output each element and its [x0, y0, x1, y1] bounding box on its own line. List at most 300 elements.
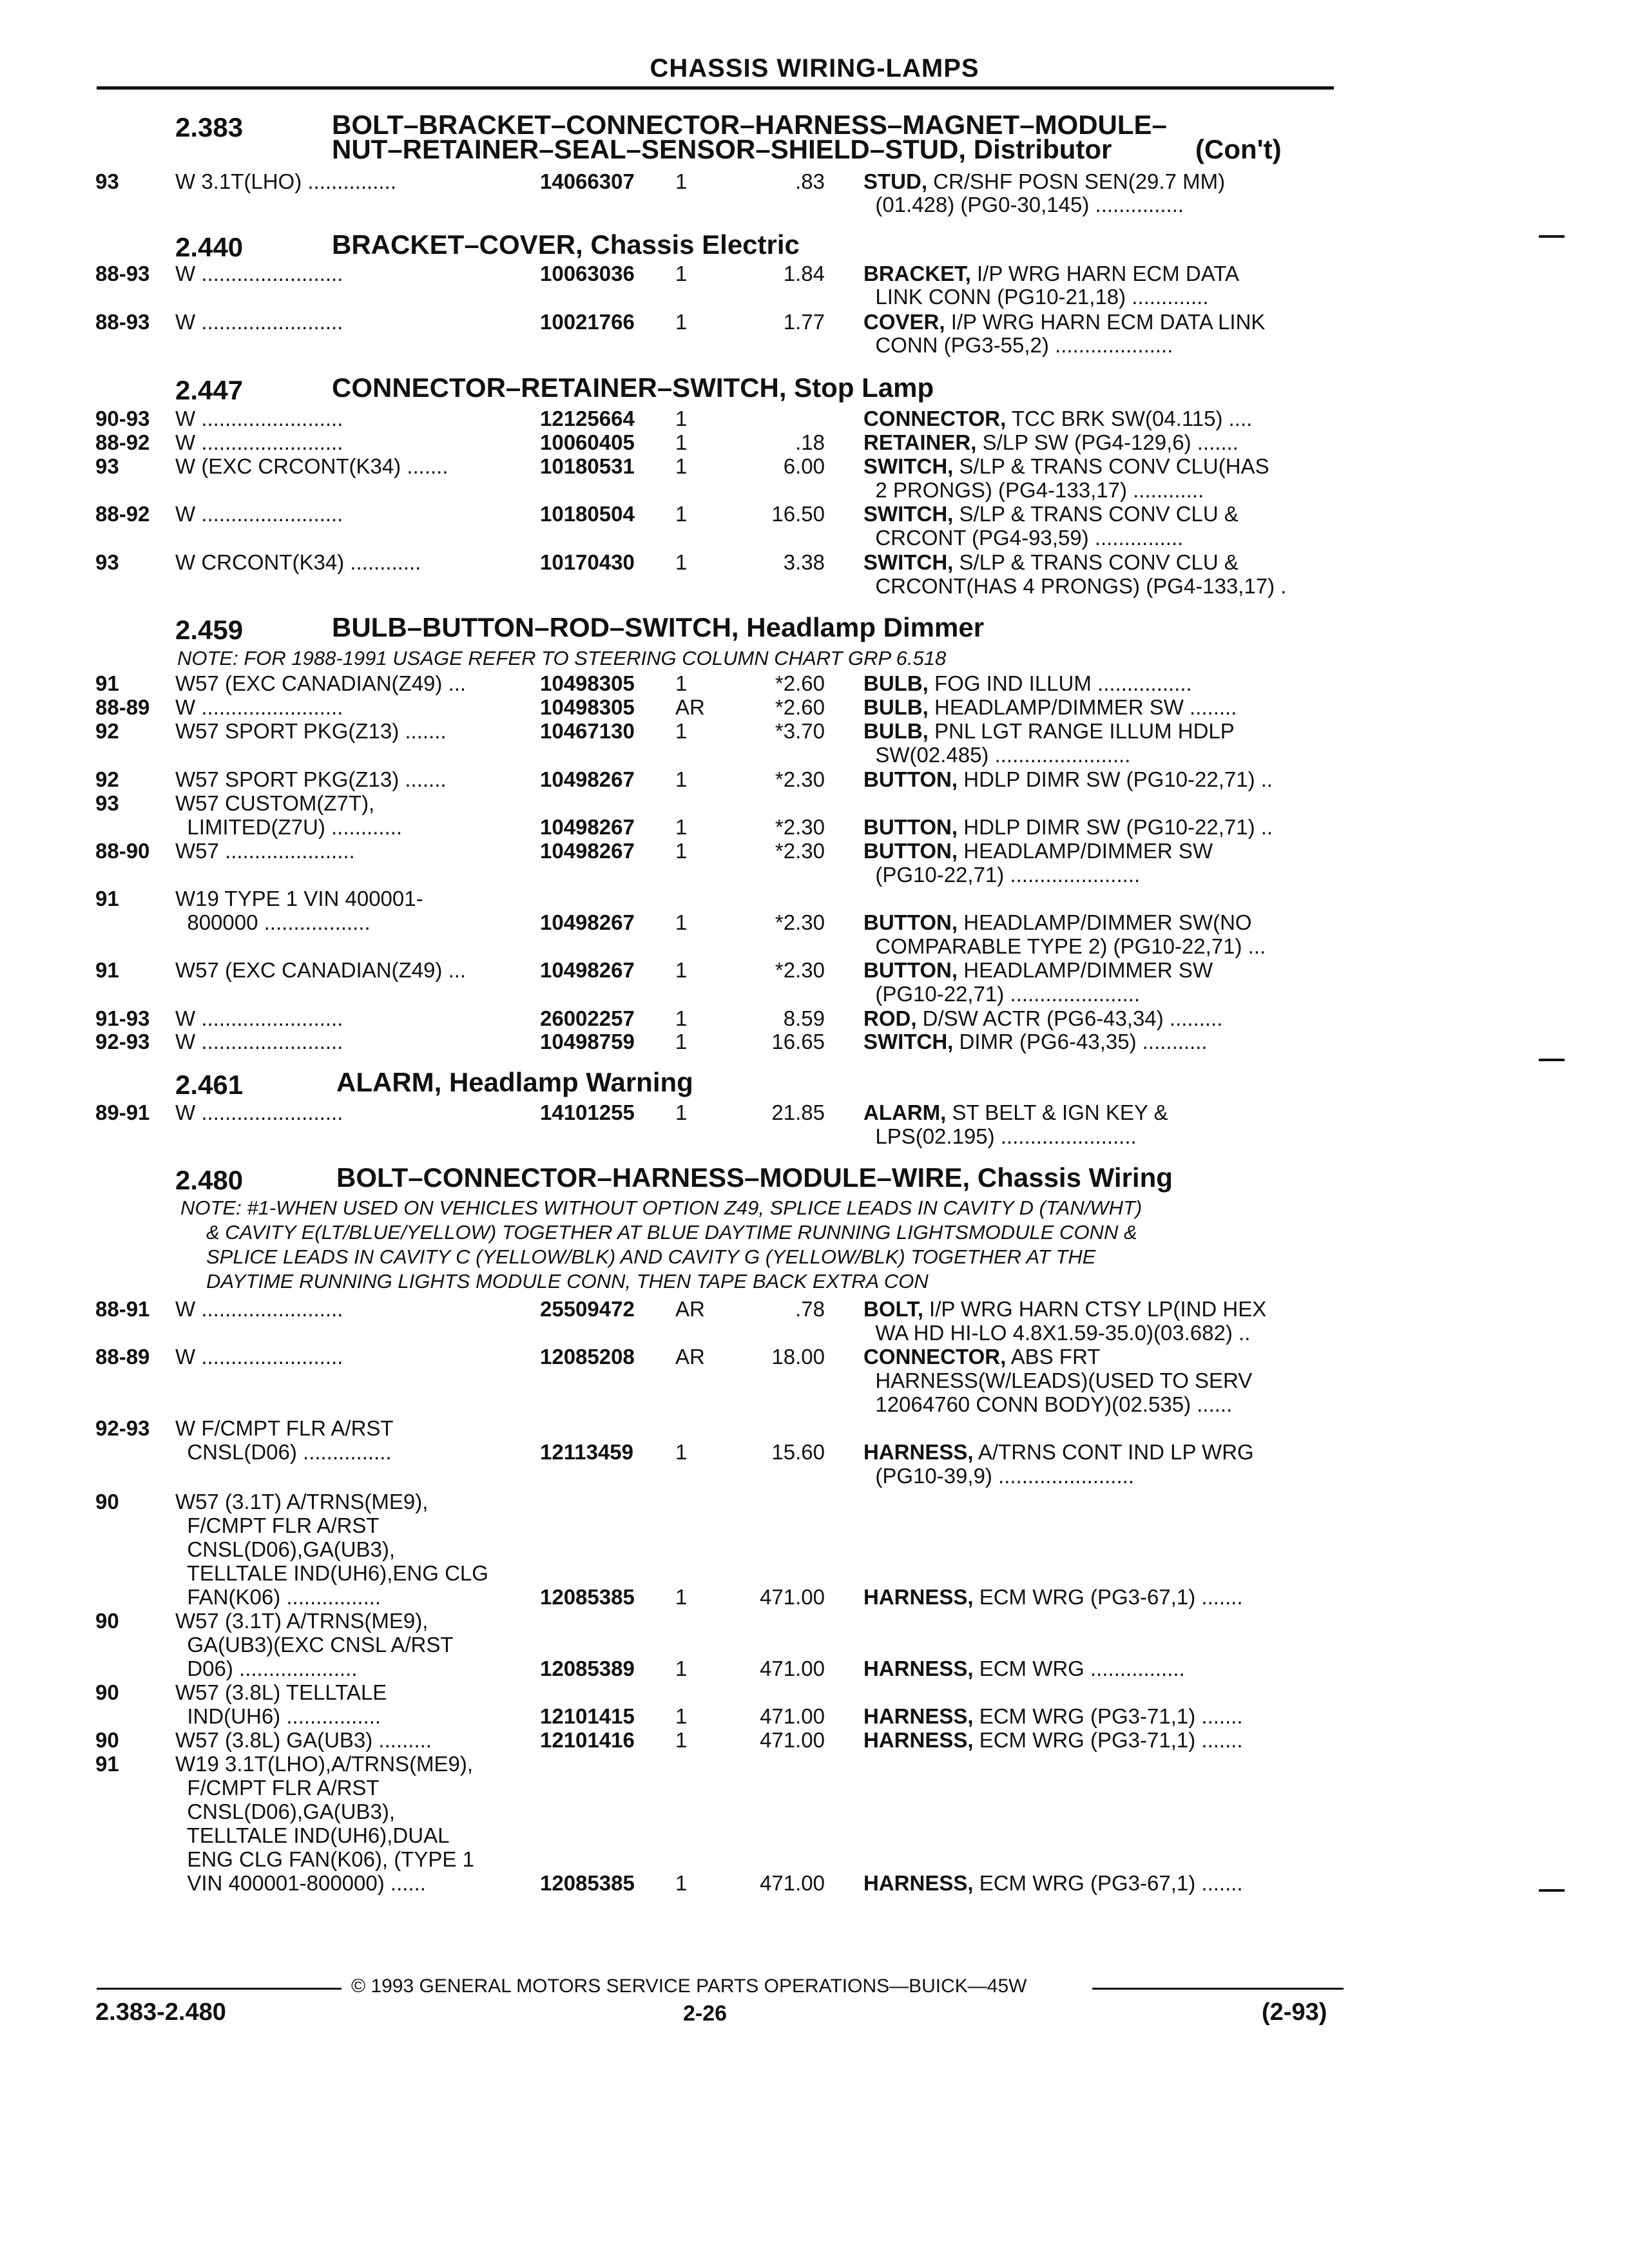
- margin-mark: [1539, 1059, 1565, 1061]
- section-title: ALARM, Headlamp Warning: [336, 1067, 693, 1097]
- usage: W ........................: [175, 695, 343, 719]
- part-line: [0, 814, 1629, 840]
- section-number: 2.461: [175, 1070, 244, 1100]
- part-number: 10498305: [540, 695, 635, 719]
- footer-rule-left: [97, 1988, 342, 1990]
- part-detail: DIMR (PG6-43,35) ...........: [953, 1030, 1208, 1053]
- quantity: 1: [675, 407, 688, 430]
- part-line: [0, 1727, 1629, 1753]
- price: *2.30: [775, 839, 825, 863]
- part-detail: HEADLAMP/DIMMER SW: [958, 958, 1213, 982]
- quantity: 1: [675, 910, 688, 934]
- part-name: HARNESS,: [863, 1871, 974, 1895]
- part-line: [0, 1823, 1629, 1849]
- part-name: ROD,: [863, 1006, 917, 1030]
- quantity: 1: [675, 767, 688, 791]
- part-line: [0, 791, 1629, 816]
- model-years: 88-89: [95, 695, 150, 719]
- part-name: CONNECTOR,: [863, 1345, 1007, 1369]
- part-detail: HDLP DIMR SW (PG10-22,71) ..: [958, 767, 1273, 791]
- part-number: 12085208: [540, 1345, 635, 1369]
- part-name: HARNESS,: [863, 1728, 974, 1752]
- part-detail: (PG10-22,71) ......................: [863, 982, 1141, 1006]
- part-detail: HEADLAMP/DIMMER SW: [958, 839, 1213, 863]
- model-years: 88-90: [95, 839, 150, 863]
- description: [863, 430, 1239, 456]
- part-line: [0, 1392, 1629, 1418]
- part-line: [0, 1656, 1629, 1682]
- price: 1.77: [783, 310, 825, 334]
- footer-page-number: 2-26: [683, 2001, 728, 2026]
- price: 16.65: [771, 1030, 825, 1053]
- section-number: 2.440: [175, 232, 244, 262]
- part-detail: D/SW ACTR (PG6-43,34) .........: [916, 1006, 1223, 1030]
- price: 3.38: [783, 550, 825, 574]
- part-detail: ECM WRG (PG3-71,1) .......: [973, 1728, 1243, 1752]
- price: 471.00: [760, 1585, 825, 1609]
- model-years: 91: [95, 958, 119, 982]
- section-note-line: NOTE: #1-WHEN USED ON VEHICLES WITHOUT OPTION Z49, SPLICE LEADS IN CAVITY D (TAN/WHT): [180, 1196, 1142, 1219]
- model-years: 92-93: [95, 1416, 150, 1440]
- footer-range: 2.383-2.480: [95, 1999, 226, 2026]
- usage: W57 CUSTOM(Z7T),: [175, 791, 375, 815]
- price: *2.30: [775, 767, 825, 791]
- part-name: RETAINER,: [863, 430, 977, 454]
- price: 471.00: [760, 1728, 825, 1752]
- usage: W ........................: [175, 1030, 343, 1053]
- part-detail: HARNESS(W/LEADS)(USED TO SERV: [863, 1369, 1253, 1392]
- price: 21.85: [771, 1100, 825, 1124]
- part-number: 10498267: [540, 815, 635, 839]
- description: [863, 550, 1239, 575]
- part-line: [0, 525, 1629, 551]
- part-line: [0, 1561, 1629, 1586]
- quantity: 1: [675, 839, 688, 863]
- part-line: [0, 309, 1629, 335]
- part-number: 10063036: [540, 262, 635, 285]
- description: [863, 862, 1140, 888]
- description: [863, 1439, 1254, 1465]
- section-number: 2.383: [175, 112, 244, 142]
- part-name: BUTTON,: [863, 815, 958, 839]
- usage: W57 (3.8L) TELLTALE: [175, 1680, 387, 1704]
- part-detail: HEADLAMP/DIMMER SW ........: [928, 695, 1237, 719]
- usage: W57 (3.1T) A/TRNS(ME9),: [175, 1490, 429, 1514]
- part-detail: SW(02.485) .......................: [863, 743, 1131, 767]
- part-detail: CRCONT(HAS 4 PRONGS) (PG4-133,17) .: [863, 574, 1287, 598]
- description: [863, 169, 1225, 195]
- usage: W57 (3.1T) A/TRNS(ME9),: [175, 1609, 429, 1633]
- part-line: [0, 1799, 1629, 1825]
- part-detail: 2 PRONGS) (PG4-133,17) ............: [863, 478, 1204, 502]
- part-line: [0, 1368, 1629, 1394]
- usage: LIMITED(Z7U) ............: [175, 815, 403, 839]
- price: 6.00: [783, 454, 825, 478]
- description: [863, 477, 1204, 503]
- part-name: SWITCH,: [863, 454, 954, 478]
- part-detail: COMPARABLE TYPE 2) (PG10-22,71) ...: [863, 934, 1266, 958]
- part-number: 14066307: [540, 169, 635, 193]
- model-years: 92-93: [95, 1030, 150, 1053]
- part-detail: I/P WRG HARN ECM DATA LINK: [945, 310, 1266, 334]
- part-line: [0, 1320, 1629, 1346]
- part-detail: ABS FRT: [1006, 1345, 1101, 1369]
- usage: W ........................: [175, 407, 343, 430]
- price: 18.00: [771, 1345, 825, 1369]
- price: .78: [795, 1297, 825, 1321]
- section-number: 2.447: [175, 375, 244, 405]
- part-detail: 12064760 CONN BODY)(02.535) ......: [863, 1392, 1233, 1416]
- usage: ENG CLG FAN(K06), (TYPE 1: [175, 1847, 474, 1871]
- section-title: BOLT–BRACKET–CONNECTOR–HARNESS–MAGNET–MODULE–: [332, 110, 1167, 140]
- part-line: [0, 284, 1629, 310]
- usage: W (EXC CRCONT(K34) .......: [175, 454, 448, 478]
- part-line: [0, 1513, 1629, 1539]
- description: [863, 910, 1252, 936]
- description: [863, 573, 1286, 599]
- description: [863, 957, 1213, 983]
- model-years: 88-93: [95, 310, 150, 334]
- usage: W ........................: [175, 430, 343, 454]
- usage: TELLTALE IND(UH6),DUAL: [175, 1823, 450, 1847]
- part-number: 10060405: [540, 430, 635, 454]
- part-number: 25509472: [540, 1297, 635, 1321]
- model-years: 92: [95, 719, 119, 743]
- part-name: BRACKET,: [863, 262, 971, 285]
- description: [863, 1463, 1134, 1489]
- part-detail: CR/SHF POSN SEN(29.7 MM): [927, 169, 1226, 193]
- quantity: 1: [675, 550, 688, 574]
- part-line: [0, 550, 1629, 575]
- description: [863, 1368, 1252, 1394]
- part-line: [0, 1296, 1629, 1322]
- model-years: 88-92: [95, 502, 150, 526]
- description: [863, 1704, 1243, 1729]
- description: [863, 1124, 1137, 1149]
- part-name: SWITCH,: [863, 502, 954, 526]
- description: [863, 1656, 1185, 1682]
- description: [863, 1320, 1250, 1346]
- section-number: 2.459: [175, 615, 244, 645]
- usage: W ........................: [175, 502, 343, 526]
- margin-mark: [1539, 235, 1565, 238]
- part-detail: (01.428) (PG0-30,145) ...............: [863, 193, 1184, 216]
- part-detail: I/P WRG HARN CTSY LP(IND HEX: [923, 1297, 1267, 1321]
- price: 16.50: [771, 502, 825, 526]
- usage: W ........................: [175, 1100, 343, 1124]
- part-detail: ECM WRG (PG3-67,1) .......: [973, 1871, 1243, 1895]
- part-detail: (PG10-22,71) ......................: [863, 863, 1141, 887]
- part-line: [0, 1870, 1629, 1896]
- part-line: [0, 934, 1629, 959]
- section-note-line: DAYTIME RUNNING LIGHTS MODULE CONN, THEN TAPE BACK EXTRA CON: [206, 1270, 929, 1293]
- part-number: 10498759: [540, 1030, 635, 1053]
- part-line: [0, 406, 1629, 432]
- part-detail: S/LP & TRANS CONV CLU &: [953, 502, 1239, 526]
- part-detail: CRCONT (PG4-93,59) ...............: [863, 526, 1184, 550]
- price: 1.84: [783, 262, 825, 285]
- page-header: CHASSIS WIRING-LAMPS: [650, 54, 979, 82]
- usage: W19 TYPE 1 VIN 400001-: [175, 887, 423, 910]
- part-detail: HEADLAMP/DIMMER SW(NO: [958, 910, 1252, 934]
- description: [863, 284, 1209, 310]
- part-line: [0, 169, 1629, 195]
- part-detail: A/TRNS CONT IND LP WRG: [973, 1440, 1254, 1464]
- part-detail: LPS(02.195) .......................: [863, 1124, 1137, 1148]
- part-line: [0, 332, 1629, 358]
- description: [863, 1344, 1100, 1370]
- model-years: 90: [95, 1490, 119, 1514]
- usage: W ........................: [175, 310, 343, 334]
- usage: CNSL(D06),GA(UB3),: [175, 1800, 396, 1823]
- price: *3.70: [775, 719, 825, 743]
- part-line: [0, 1100, 1629, 1126]
- quantity: 1: [675, 310, 688, 334]
- quantity: 1: [675, 1585, 688, 1609]
- description: [863, 1100, 1168, 1126]
- description: [863, 718, 1235, 744]
- part-number: 10498267: [540, 767, 635, 791]
- price: .18: [795, 430, 825, 454]
- part-line: [0, 1489, 1629, 1515]
- price: 471.00: [760, 1871, 825, 1895]
- description: [863, 1296, 1266, 1322]
- part-line: [0, 1416, 1629, 1441]
- description: [863, 838, 1213, 864]
- description: [863, 767, 1273, 793]
- footer-copyright: © 1993 GENERAL MOTORS SERVICE PARTS OPERATIONS—BUICK—45W: [351, 1975, 1027, 1997]
- section-title: CONNECTOR–RETAINER–SWITCH, Stop Lamp: [332, 372, 934, 403]
- price: 15.60: [771, 1440, 825, 1464]
- price: *2.30: [775, 910, 825, 934]
- part-detail: S/LP SW (PG4-129,6) .......: [976, 430, 1239, 454]
- model-years: 93: [95, 791, 119, 815]
- quantity: AR: [675, 695, 705, 719]
- model-years: 93: [95, 550, 119, 574]
- quantity: 1: [675, 1657, 688, 1680]
- part-detail: ECM WRG ................: [973, 1657, 1185, 1680]
- model-years: 88-92: [95, 430, 150, 454]
- section-title: BRACKET–COVER, Chassis Electric: [332, 229, 800, 260]
- description: [863, 454, 1269, 479]
- description: [863, 742, 1130, 768]
- part-name: BUTTON,: [863, 767, 958, 791]
- part-name: COVER,: [863, 310, 945, 334]
- part-detail: CONN (PG3-55,2) ....................: [863, 333, 1173, 357]
- quantity: 1: [675, 815, 688, 839]
- quantity: 1: [675, 430, 688, 454]
- part-line: [0, 1537, 1629, 1562]
- part-name: HARNESS,: [863, 1657, 974, 1680]
- part-detail: (PG10-39,9) .......................: [863, 1464, 1134, 1488]
- part-name: BOLT,: [863, 1297, 923, 1321]
- quantity: 1: [675, 262, 688, 285]
- part-line: [0, 1847, 1629, 1872]
- usage: VIN 400001-800000) ......: [175, 1871, 426, 1895]
- part-detail: PNL LGT RANGE ILLUM HDLP: [928, 719, 1235, 743]
- usage: CNSL(D06),GA(UB3),: [175, 1537, 396, 1561]
- description: [863, 981, 1140, 1007]
- description: [863, 1029, 1208, 1055]
- usage: W57 (EXC CANADIAN(Z49) ...: [175, 958, 467, 982]
- part-name: HARNESS,: [863, 1585, 974, 1609]
- model-years: 89-91: [95, 1100, 150, 1124]
- section-title: BOLT–CONNECTOR–HARNESS–MODULE–WIRE, Chassis Wiring: [336, 1162, 1173, 1193]
- model-years: 90-93: [95, 407, 150, 430]
- part-line: [0, 981, 1629, 1007]
- part-line: [0, 910, 1629, 936]
- description: [863, 1392, 1232, 1418]
- part-name: SWITCH,: [863, 1030, 954, 1053]
- part-name: BUTTON,: [863, 958, 958, 982]
- section-number: 2.480: [175, 1165, 244, 1195]
- part-line: [0, 742, 1629, 768]
- quantity: AR: [675, 1345, 705, 1369]
- price: *2.60: [775, 671, 825, 695]
- usage: CNSL(D06) ...............: [175, 1440, 392, 1464]
- part-name: STUD,: [863, 169, 927, 193]
- part-line: [0, 1632, 1629, 1658]
- quantity: 1: [675, 719, 688, 743]
- part-number: 10021766: [540, 310, 635, 334]
- model-years: 90: [95, 1609, 119, 1633]
- part-name: CONNECTOR,: [863, 407, 1007, 430]
- part-number: 10467130: [540, 719, 635, 743]
- price: 471.00: [760, 1704, 825, 1728]
- part-line: [0, 1463, 1629, 1489]
- part-number: 10180531: [540, 454, 635, 478]
- price: *2.30: [775, 815, 825, 839]
- part-name: BUTTON,: [863, 910, 958, 934]
- part-number: 26002257: [540, 1006, 635, 1030]
- part-name: BULB,: [863, 719, 929, 743]
- part-line: [0, 477, 1629, 503]
- part-name: BULB,: [863, 695, 929, 719]
- usage: W57 (EXC CANADIAN(Z49) ...: [175, 671, 467, 695]
- usage: W 3.1T(LHO) ...............: [175, 169, 396, 193]
- model-years: 92: [95, 767, 119, 791]
- footer-date: (2-93): [1262, 1999, 1327, 2026]
- part-name: BUTTON,: [863, 839, 958, 863]
- quantity: 1: [675, 1100, 688, 1124]
- part-line: [0, 501, 1629, 527]
- part-name: BULB,: [863, 671, 929, 695]
- part-detail: ST BELT & IGN KEY &: [946, 1100, 1168, 1124]
- part-line: [0, 886, 1629, 912]
- margin-mark: [1539, 1889, 1565, 1892]
- usage: W57 SPORT PKG(Z13) .......: [175, 767, 447, 791]
- description: [863, 192, 1184, 218]
- usage: W57 (3.8L) GA(UB3) .........: [175, 1728, 432, 1752]
- model-years: 90: [95, 1680, 119, 1704]
- description: [863, 1727, 1243, 1753]
- quantity: 1: [675, 502, 688, 526]
- model-years: 93: [95, 169, 119, 193]
- part-detail: S/LP & TRANS CONV CLU &: [953, 550, 1239, 574]
- part-number: 10170430: [540, 550, 635, 574]
- part-line: [0, 454, 1629, 479]
- part-detail: TCC BRK SW(04.115) ....: [1006, 407, 1253, 430]
- description: [863, 671, 1192, 697]
- section-title: BULB–BUTTON–ROD–SWITCH, Headlamp Dimmer: [332, 612, 985, 642]
- part-number: 12085389: [540, 1657, 635, 1680]
- part-line: [0, 1608, 1629, 1634]
- quantity: AR: [675, 1297, 705, 1321]
- part-detail: ECM WRG (PG3-71,1) .......: [973, 1704, 1243, 1728]
- part-line: [0, 573, 1629, 599]
- section-note-line: SPLICE LEADS IN CAVITY C (YELLOW/BLK) AND CAVITY G (YELLOW/BLK) TOGETHER AT THE: [206, 1245, 1096, 1268]
- description: [863, 501, 1239, 527]
- usage: W ........................: [175, 1297, 343, 1321]
- quantity: 1: [675, 958, 688, 982]
- part-line: [0, 862, 1629, 888]
- part-number: 12101415: [540, 1704, 635, 1728]
- part-line: [0, 1006, 1629, 1032]
- part-name: HARNESS,: [863, 1704, 974, 1728]
- quantity: 1: [675, 1006, 688, 1030]
- part-line: [0, 261, 1629, 287]
- price: 8.59: [783, 1006, 825, 1030]
- quantity: 1: [675, 454, 688, 478]
- quantity: 1: [675, 169, 688, 193]
- usage: W F/CMPT FLR A/RST: [175, 1416, 394, 1440]
- part-number: 12113459: [540, 1440, 634, 1464]
- part-line: [0, 1751, 1629, 1777]
- part-number: 12085385: [540, 1585, 635, 1609]
- part-line: [0, 1775, 1629, 1801]
- part-detail: S/LP & TRANS CONV CLU(HAS: [953, 454, 1269, 478]
- price: *2.30: [775, 958, 825, 982]
- part-line: [0, 1680, 1629, 1706]
- part-line: [0, 1704, 1629, 1729]
- description: [863, 332, 1173, 358]
- usage: W ........................: [175, 1345, 343, 1369]
- part-number: 10498305: [540, 671, 635, 695]
- part-line: [0, 957, 1629, 983]
- part-name: HARNESS,: [863, 1440, 974, 1464]
- section-note: NOTE: FOR 1988-1991 USAGE REFER TO STEERING COLUMN CHART GRP 6.518: [177, 647, 947, 669]
- header-rule: [97, 86, 1334, 90]
- part-line: [0, 695, 1629, 720]
- part-line: [0, 430, 1629, 456]
- price: *2.60: [775, 695, 825, 719]
- description: [863, 406, 1252, 432]
- part-line: [0, 671, 1629, 697]
- usage: W57 SPORT PKG(Z13) .......: [175, 719, 447, 743]
- description: [863, 1006, 1222, 1032]
- model-years: 93: [95, 454, 119, 478]
- part-number: 10498267: [540, 839, 635, 863]
- part-detail: WA HD HI-LO 4.8X1.59-35.0)(03.682) ..: [863, 1321, 1251, 1345]
- part-detail: LINK CONN (PG10-21,18) .............: [863, 285, 1209, 309]
- description: [863, 934, 1266, 959]
- usage: F/CMPT FLR A/RST: [175, 1514, 380, 1537]
- description: [863, 261, 1239, 287]
- quantity: 1: [675, 1440, 688, 1464]
- model-years: 91: [95, 671, 119, 695]
- section-continued: (Con't): [1195, 134, 1282, 164]
- part-number: 12125664: [540, 407, 635, 430]
- usage: F/CMPT FLR A/RST: [175, 1776, 380, 1800]
- description: [863, 695, 1237, 720]
- part-number: 14101255: [540, 1100, 635, 1124]
- usage: TELLTALE IND(UH6),ENG CLG: [175, 1561, 488, 1585]
- part-line: [0, 192, 1629, 218]
- part-line: [0, 1439, 1629, 1465]
- usage: D06) ....................: [175, 1657, 358, 1680]
- description: [863, 525, 1183, 551]
- quantity: 1: [675, 1030, 688, 1053]
